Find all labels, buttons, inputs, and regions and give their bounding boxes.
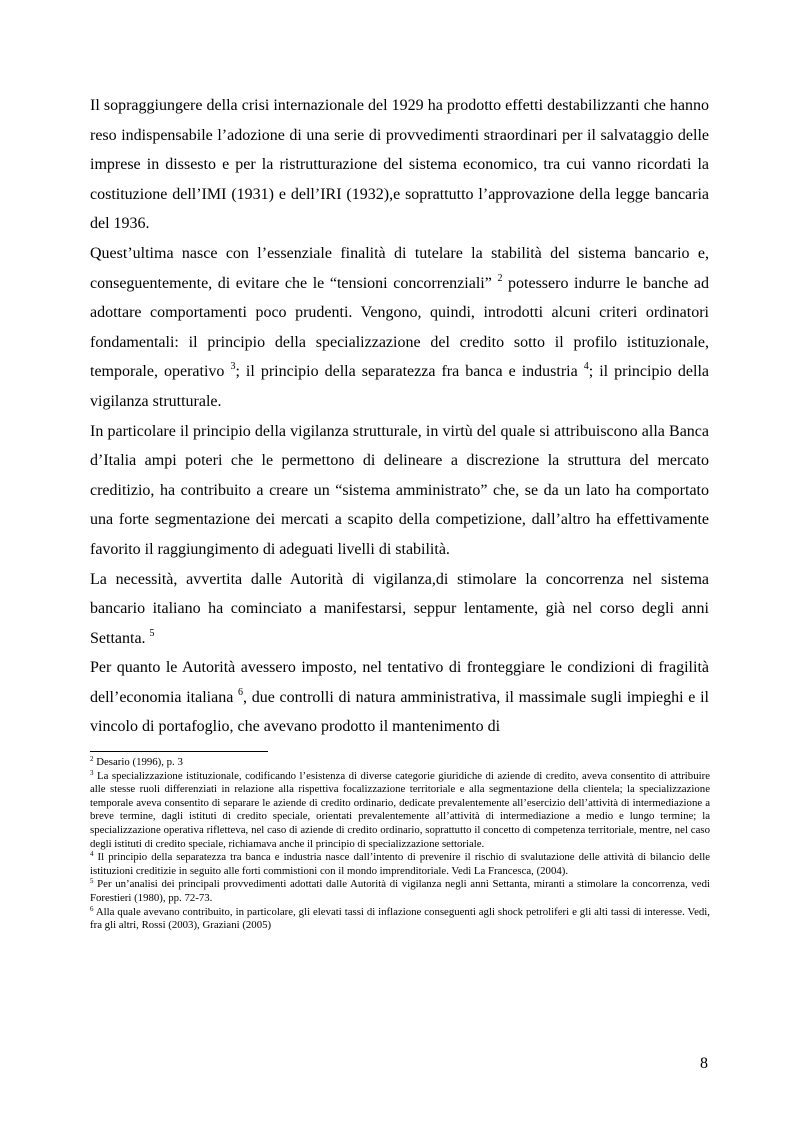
paragraph-text: Quest’ultima nasce con l’essenziale finalità di tutelare la stabilità del sistema bancario e, conseguentemente, di evitare che le “tensioni concorrenziali”	[90, 244, 709, 292]
footnote-number: 6	[90, 904, 94, 913]
paragraph-text: potessero indurre le banche ad adottare comportamenti poco prudenti. Vengono, quindi, introdotti alcuni criteri ordinatori fondamentali: il principio della specializzazione del credito sotto il profilo istituzionale, temporale, operativo	[90, 274, 709, 381]
paragraph-text: La necessità, avvertita dalle Autorità di vigilanza,di stimolare la concorrenza nel sistema bancario italiano ha cominciato a manifestarsi, seppur lentamente, già nel corso degli anni Settanta.	[90, 570, 709, 647]
body-text	[90, 91, 709, 742]
footnote-5	[90, 878, 710, 905]
footnote-number: 4	[90, 850, 94, 859]
paragraph-1	[90, 91, 709, 239]
footnote-ref-4[interactable]: 4	[583, 361, 589, 373]
footnotes	[90, 756, 710, 933]
footnote-ref-2[interactable]: 2	[497, 272, 503, 284]
footnote-text: Il principio della separatezza tra banca e industria nasce dall’intento di prevenire il rischio di svalutazione delle attività di bilancio delle istituzioni creditizie in seguito alle forti commistioni con il mondo imprenditoriale. Vedi La Francesca, (2004).	[90, 851, 710, 877]
paragraph-text: In particolare il principio della vigilanza strutturale, in virtù del quale si attribuiscono alla Banca d’Italia ampi poteri che le permettono di delineare a discrezione la struttura del mercato creditizio, ha contribuito a creare un “sistema amministrato” che, se da un lato ha comportato una forte segmentazione dei mercati a scapito della competizione, dall’altro ha effettivamente favorito il raggiungimento di adeguati livelli di stabilità.	[90, 422, 709, 558]
paragraph-text: Per quanto le Autorità avessero imposto, nel tentativo di fronteggiare le condizioni di fragilità dell’economia italiana	[90, 659, 709, 706]
paragraph-text: ; il principio della vigilanza strutturale.	[90, 363, 710, 410]
paragraph-text: Il sopraggiungere della crisi internazionale del 1929 ha prodotto effetti destabilizzanti che hanno reso indispensabile l’adozione di una serie di provvedimenti straordinari per il salvataggio delle imprese in dissesto e per la ristrutturazione del sistema economico, tra cui vanno ricordati la costituzione dell’IMI (1931) e dell’IRI (1932),e soprattutto l’approvazione della legge bancaria del 1936.	[90, 97, 709, 233]
footnote-4	[90, 851, 710, 878]
footnote-separator	[90, 751, 268, 752]
footnote-text: Alla quale avevano contribuito, in particolare, gli elevati tassi di inflazione conseguenti agli shock petroliferi e gli alti tassi di interesse. Vedi, fra gli altri, Rossi (2003), Graziani (2005)	[90, 905, 710, 932]
footnote-number: 2	[90, 755, 94, 763]
footnote-ref-3[interactable]: 3	[230, 361, 236, 373]
paragraph-3	[90, 417, 709, 565]
paragraph-text: , due controlli di natura amministrativa, il massimale sugli impieghi e il vincolo di portafoglio, che avevano prodotto il mantenimento di	[90, 688, 709, 736]
page-number: 8	[700, 1055, 708, 1072]
footnote-2	[90, 756, 710, 770]
footnote-text: Desario (1996), p. 3	[93, 756, 183, 768]
footnote-number: 3	[90, 768, 94, 777]
footnote-ref-5[interactable]: 5	[149, 627, 155, 639]
footnote-text: Per un’analisi dei principali provvedimenti adottati dalle Autorità di vigilanza negli anni Settanta, miranti a stimolare la concorrenza, vedi Forestieri (1980), pp. 72-73.	[90, 878, 710, 904]
footnote-text: La specializzazione istituzionale, codificando l’esistenza di diverse categorie giuridiche di aziende di credito, aveva consentito di attribuire alle stesse ruoli differenziati in relazione alla rispettiva focalizzazione territoriale e alla segmentazione della clientela; la specializzazione temporale aveva consentito di separare le aziende di credito ordinario, dedicate prevalentemente all’esercizio dell’attività di intermediazione a breve termine, dagli istituti di credito speciale, orientati prevalentemente all’attività di intermediazione a medio e lungo termine; la specializzazione operativa rifletteva, nel caso di aziende di credito ordinario, soprattutto il concetto di competenza territoriale, mentre, nel caso degli istituti di credito speciale, richiamava anche il principio di specializzazione settoriale.	[90, 769, 710, 850]
paragraph-5	[90, 653, 709, 742]
footnote-3	[90, 770, 710, 852]
paragraph-2	[90, 239, 709, 417]
footnote-number: 5	[90, 877, 94, 886]
footnote-ref-6[interactable]: 6	[238, 686, 244, 698]
paragraph-4	[90, 565, 709, 654]
footnote-6	[90, 906, 710, 933]
paragraph-text: ; il principio della separatezza fra banca e industria	[235, 363, 584, 381]
